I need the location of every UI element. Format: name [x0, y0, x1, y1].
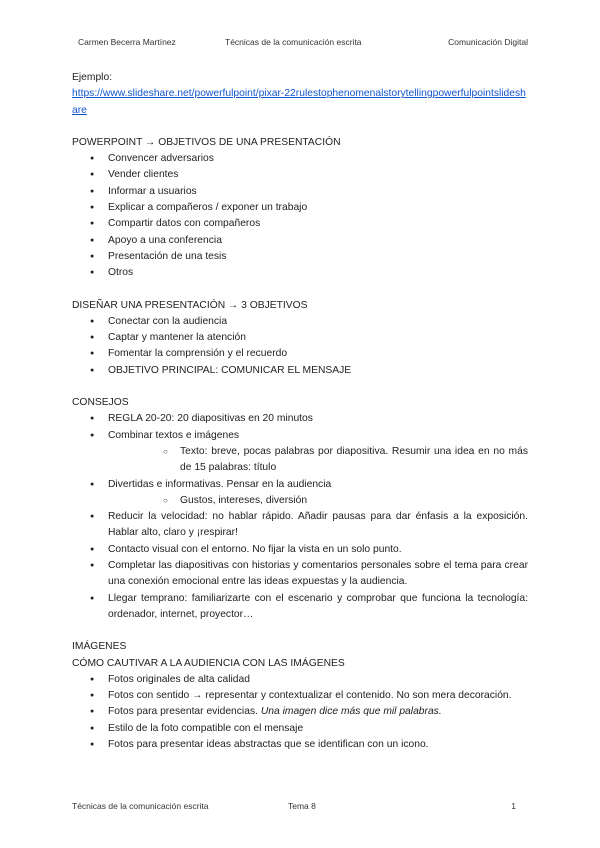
list-item: ● Fotos con sentido → representar y contextualizar el contenido. No son mera decoración. — [72, 688, 528, 704]
example-label: Ejemplo: — [72, 72, 113, 83]
section-title-imagenes: IMÁGENES — [72, 641, 127, 653]
section-title-objetivos: POWERPOINT → OBJETIVOS DE UNA PRESENTACIÓN — [72, 136, 341, 148]
list-item: ● Compartir datos con compañeros — [72, 216, 528, 232]
list-item: ● Informar a usuarios — [72, 184, 528, 200]
list-item-text: Divertidas e informativas. Pensar en la audiencia — [108, 478, 332, 490]
list-item: ● Fomentar la comprensión y el recuerdo — [72, 346, 528, 362]
list-item: ● Fotos para presentar ideas abstractas que se identifican con un icono. — [72, 737, 528, 753]
list-item: ● Captar y mantener la atención — [72, 330, 528, 346]
page-number: 1 — [511, 801, 516, 811]
quote-text: Una imagen dice más que mil palabras. — [260, 706, 442, 718]
list-item-text: Combinar textos e imágenes — [108, 429, 240, 441]
consejos-list — [72, 411, 528, 623]
list-item: ● Vender clientes — [72, 167, 528, 183]
sublist — [108, 493, 528, 509]
example-link[interactable]: https://www.slideshare.net/powerfulpoint/pixar-22rulestophenomenalstorytellingpowerfulpointslideshare — [72, 88, 526, 116]
list-item: ● Estilo de la foto compatible con el mensaje — [72, 721, 528, 737]
list-item — [72, 477, 528, 510]
list-item: ● Presentación de una tesis — [72, 249, 528, 265]
sublist-item: ○ Gustos, intereses, diversión — [108, 493, 528, 509]
sublist — [108, 444, 528, 477]
section-title-disenar: DISEÑAR UNA PRESENTACIÓN → 3 OBJETIVOS — [72, 299, 308, 311]
list-item: ● Convencer adversarios — [72, 151, 528, 167]
list-item — [72, 704, 528, 720]
list-item: ● OBJETIVO PRINCIPAL: COMUNICAR EL MENSAJE — [72, 363, 528, 379]
list-item — [72, 428, 528, 477]
list-item: ● Llegar temprano: familiarizarte con el escenario y comprobar que funciona la tecnología: ordenador, internet, proyector… — [72, 591, 528, 624]
header-subject: Técnicas de la comunicación escrita — [225, 37, 362, 47]
footer-topic: Tema 8 — [288, 801, 316, 811]
section-subtitle-imagenes: CÓMO CAUTIVAR A LA AUDIENCIA CON LAS IMÁGENES — [72, 657, 345, 669]
list-item: ● Explicar a compañeros / exponer un trabajo — [72, 200, 528, 216]
disenar-list — [72, 314, 528, 379]
list-item: ● Completar las diapositivas con historias y comentarios personales sobre el tema para crear una conexión emocional entre las ideas expuestas y la audiencia. — [72, 558, 528, 591]
list-item: ● Reducir la velocidad: no hablar rápido. Añadir pausas para dar énfasis a la exposición. Hablar alto, claro y ¡respirar! — [72, 509, 528, 542]
list-item-text: Fotos para presentar evidencias. — [108, 706, 261, 718]
list-item: ● Contacto visual con el entorno. No fijar la vista en un solo punto. — [72, 542, 528, 558]
list-item: ● Apoyo a una conferencia — [72, 233, 528, 249]
sublist-item: ○ Texto: breve, pocas palabras por diapositiva. Resumir una idea en no más de 15 palabras: título — [108, 444, 528, 477]
objetivos-list — [72, 151, 528, 281]
page-header — [78, 37, 528, 49]
list-item: ● REGLA 20-20: 20 diapositivas en 20 minutos — [72, 411, 528, 427]
footer-subject: Técnicas de la comunicación escrita — [72, 801, 209, 811]
list-item: ● Fotos originales de alta calidad — [72, 672, 528, 688]
page-footer — [72, 801, 516, 813]
section-title-consejos: CONSEJOS — [72, 397, 129, 409]
imagenes-list — [72, 672, 528, 753]
header-course: Comunicación Digital — [448, 37, 528, 47]
list-item: ● Otros — [72, 265, 528, 281]
header-author: Carmen Becerra Martínez — [78, 37, 176, 47]
document-body — [72, 70, 528, 753]
list-item: ● Conectar con la audiencia — [72, 314, 528, 330]
